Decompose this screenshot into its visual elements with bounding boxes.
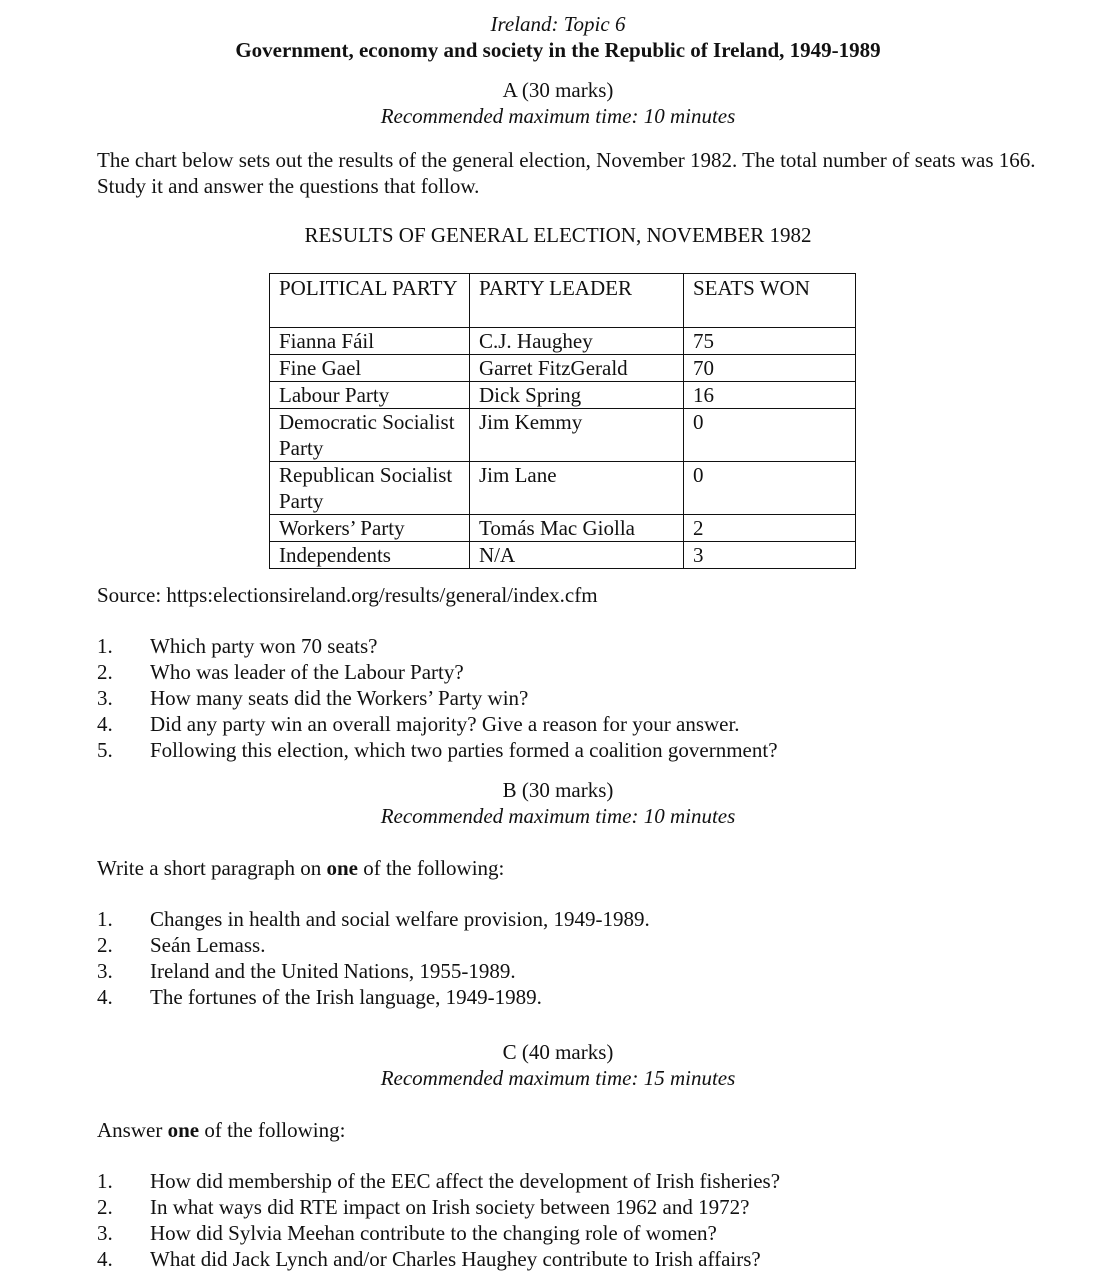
section-b-intro xyxy=(97,855,1037,881)
emphasis-text: one xyxy=(326,856,358,880)
question-text: Changes in health and social welfare provision, 1949-1989. xyxy=(150,907,650,931)
table-row xyxy=(270,355,856,382)
table-row xyxy=(270,328,856,355)
question-item xyxy=(97,1246,1057,1272)
party-cell: Labour Party xyxy=(270,382,470,409)
leader-cell: Tomás Mac Giolla xyxy=(470,515,684,542)
intro-text: Answer xyxy=(97,1118,168,1142)
section-a-time: Recommended maximum time: 10 minutes xyxy=(380,104,736,128)
table-header-row xyxy=(270,274,856,328)
question-number: 4. xyxy=(97,1247,113,1271)
leader-cell: Jim Lane xyxy=(470,462,684,515)
question-number: 2. xyxy=(97,660,113,684)
column-header: SEATS WON xyxy=(684,274,856,328)
table-row xyxy=(270,542,856,569)
question-text: What did Jack Lynch and/or Charles Haughey contribute to Irish affairs? xyxy=(150,1247,761,1271)
question-item xyxy=(97,958,1057,984)
party-cell: Republican Socialist Party xyxy=(270,462,470,515)
table-row xyxy=(270,515,856,542)
question-item xyxy=(97,633,1057,659)
seats-cell: 0 xyxy=(684,409,856,462)
question-item xyxy=(97,906,1057,932)
question-number: 1. xyxy=(97,1169,113,1193)
question-number: 1. xyxy=(97,907,113,931)
leader-cell: N/A xyxy=(470,542,684,569)
seats-cell: 75 xyxy=(684,328,856,355)
question-text: How did membership of the EEC affect the development of Irish fisheries? xyxy=(150,1169,781,1193)
page-title: Government, economy and society in the Republic of Ireland, 1949-1989 xyxy=(235,38,881,62)
intro-text: Write a short paragraph on xyxy=(97,856,327,880)
table-source: Source: https:electionsireland.org/results/general/index.cfm xyxy=(97,583,598,607)
table-title: RESULTS OF GENERAL ELECTION, NOVEMBER 1982 xyxy=(304,223,812,247)
question-text: Following this election, which two parties formed a coalition government? xyxy=(150,738,778,762)
question-number: 3. xyxy=(97,1221,113,1245)
question-item xyxy=(97,932,1057,958)
emphasis-text: one xyxy=(167,1118,200,1142)
seats-cell: 2 xyxy=(684,515,856,542)
question-number: 4. xyxy=(97,712,113,736)
question-item xyxy=(97,1220,1057,1246)
column-header: POLITICAL PARTY xyxy=(270,274,470,328)
question-text: Did any party win an overall majority? Give a reason for your answer. xyxy=(150,712,740,736)
question-text: How did Sylvia Meehan contribute to the changing role of women? xyxy=(150,1221,717,1245)
table-row xyxy=(270,409,856,462)
question-item xyxy=(97,685,1057,711)
question-item xyxy=(97,984,1057,1010)
question-item xyxy=(97,1168,1057,1194)
section-c-time: Recommended maximum time: 15 minutes xyxy=(380,1066,736,1090)
question-text: Who was leader of the Labour Party? xyxy=(150,660,464,684)
leader-cell: Garret FitzGerald xyxy=(470,355,684,382)
seats-cell: 70 xyxy=(684,355,856,382)
question-text: In what ways did RTE impact on Irish society between 1962 and 1972? xyxy=(150,1195,750,1219)
election-results-table xyxy=(269,273,856,569)
question-number: 4. xyxy=(97,985,113,1009)
seats-cell: 3 xyxy=(684,542,856,569)
party-cell: Fine Gael xyxy=(270,355,470,382)
section-a-marks: A (30 marks) xyxy=(502,78,614,102)
section-b-marks: B (30 marks) xyxy=(502,778,614,802)
party-cell: Workers’ Party xyxy=(270,515,470,542)
column-header: PARTY LEADER xyxy=(470,274,684,328)
question-number: 3. xyxy=(97,959,113,983)
question-item xyxy=(97,711,1057,737)
question-text: How many seats did the Workers’ Party win? xyxy=(150,686,529,710)
party-cell: Fianna Fáil xyxy=(270,328,470,355)
question-number: 2. xyxy=(97,933,113,957)
leader-cell: C.J. Haughey xyxy=(470,328,684,355)
question-number: 3. xyxy=(97,686,113,710)
seats-cell: 16 xyxy=(684,382,856,409)
seats-cell: 0 xyxy=(684,462,856,515)
leader-cell: Dick Spring xyxy=(470,382,684,409)
section-a-intro: The chart below sets out the results of the general election, November 1982. The total number of seats was 166. Study it and answer the questions that follow. xyxy=(97,148,1036,198)
table-row xyxy=(270,462,856,515)
question-number: 2. xyxy=(97,1195,113,1219)
section-c-intro xyxy=(97,1117,1037,1143)
section-c-marks: C (40 marks) xyxy=(502,1040,614,1064)
question-text: Which party won 70 seats? xyxy=(150,634,378,658)
question-number: 1. xyxy=(97,634,113,658)
question-number: 5. xyxy=(97,738,113,762)
intro-text: of the following: xyxy=(199,1118,346,1142)
question-text: The fortunes of the Irish language, 1949-1989. xyxy=(150,985,542,1009)
intro-text: of the following: xyxy=(357,856,505,880)
section-b-time: Recommended maximum time: 10 minutes xyxy=(380,804,736,828)
question-item xyxy=(97,737,1057,763)
table-row xyxy=(270,382,856,409)
party-cell: Democratic Socialist Party xyxy=(270,409,470,462)
leader-cell: Jim Kemmy xyxy=(470,409,684,462)
question-item xyxy=(97,1194,1057,1220)
question-item xyxy=(97,659,1057,685)
topic-heading: Ireland: Topic 6 xyxy=(490,12,626,36)
question-text: Ireland and the United Nations, 1955-1989. xyxy=(150,959,516,983)
party-cell: Independents xyxy=(270,542,470,569)
question-text: Seán Lemass. xyxy=(150,933,266,957)
